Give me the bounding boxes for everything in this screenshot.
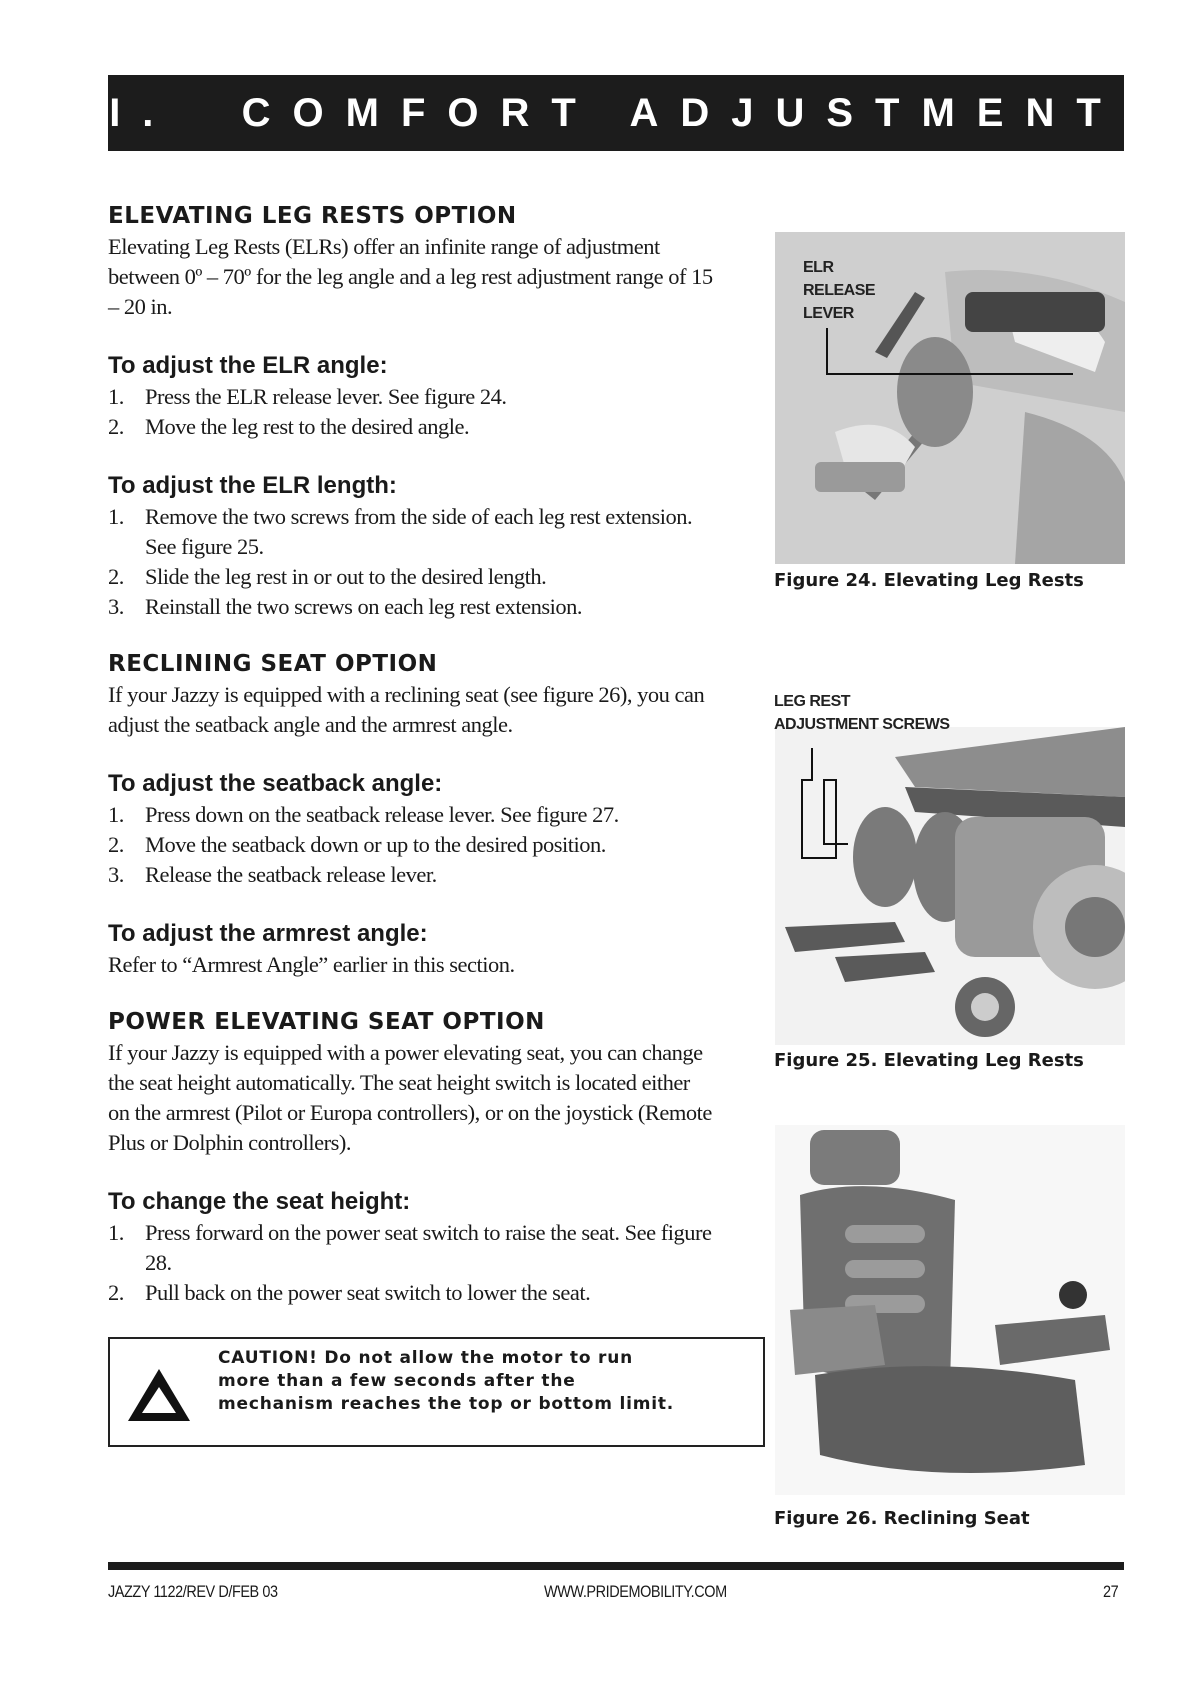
footer-doc-id: JAZZY 1122/REV D/FEB 03 xyxy=(108,1582,278,1601)
armrest-heading: To adjust the armrest angle: xyxy=(108,920,428,947)
figure-26-image xyxy=(775,1125,1125,1495)
elr-heading: ELEVATING LEG RESTS OPTION xyxy=(108,203,517,229)
callout-bracket xyxy=(800,748,850,860)
elr-body: Elevating Leg Rests (ELRs) offer an infinite range of adjustment between 0º – 70º for the leg angle and a leg rest adjustment range of 15 – 20 in. xyxy=(108,234,713,319)
list-item: 3. Release the seatback release lever. xyxy=(108,862,437,887)
list-item: 1. Remove the two screws from the side of each leg rest extension. See figure 25. xyxy=(108,504,693,559)
figure-25-caption: Figure 25. Elevating Leg Rests xyxy=(774,1050,1084,1071)
page-title: VI. COMFORT ADJUSTMENTS xyxy=(60,90,1172,135)
list-item: 1. Press forward on the power seat switch to raise the seat. See figure 28. xyxy=(108,1220,712,1275)
power-body: If your Jazzy is equipped with a power elevating seat, you can change the seat height automatically. The seat height switch is located either on the armrest (Pilot or Europa controllers), or on the joystick (Remote Plus or Dolphin controllers). xyxy=(108,1040,712,1155)
figure-24-caption: Figure 24. Elevating Leg Rests xyxy=(774,570,1084,591)
elr-length-steps xyxy=(108,502,713,622)
seatback-steps xyxy=(108,800,713,890)
caution-box xyxy=(108,1337,765,1447)
elr-angle-steps xyxy=(108,382,713,442)
adjustment-screws-callout: LEG REST ADJUSTMENT SCREWS xyxy=(774,693,950,733)
elr-angle-heading: To adjust the ELR angle: xyxy=(108,352,388,379)
figure-26-caption: Figure 26. Reclining Seat xyxy=(774,1508,1030,1529)
seat-height-heading: To change the seat height: xyxy=(108,1188,411,1215)
recline-heading: RECLINING SEAT OPTION xyxy=(108,651,438,677)
warning-triangle-icon xyxy=(126,1367,192,1423)
list-item: 1. Press the ELR release lever. See figure 24. xyxy=(108,384,507,409)
callout-leader-line xyxy=(825,328,1075,376)
section-banner xyxy=(60,75,1172,151)
seat-height-steps xyxy=(108,1218,713,1308)
list-item: 2. Slide the leg rest in or out to the desired length. xyxy=(108,564,547,589)
list-item: 3. Reinstall the two screws on each leg rest extension. xyxy=(108,594,582,619)
seatback-heading: To adjust the seatback angle: xyxy=(108,770,443,797)
list-item: 1. Press down on the seatback release lever. See figure 27. xyxy=(108,802,619,827)
main-text-column xyxy=(108,200,713,1308)
power-heading: POWER ELEVATING SEAT OPTION xyxy=(108,1009,545,1035)
list-item: 2. Move the leg rest to the desired angle. xyxy=(108,414,470,439)
footer-website: WWW.PRIDEMOBILITY.COM xyxy=(544,1582,727,1601)
list-item: 2. Pull back on the power seat switch to lower the seat. xyxy=(108,1280,591,1305)
recline-body: If your Jazzy is equipped with a reclining seat (see figure 26), you can adjust the seatback angle and the armrest angle. xyxy=(108,682,705,737)
elr-release-lever-callout: ELR RELEASE LEVER xyxy=(803,259,876,322)
caution-text: CAUTION! Do not allow the motor to run more than a few seconds after the mechanism reaches the top or bottom limit. xyxy=(218,1348,675,1414)
page-number: 27 xyxy=(1103,1582,1119,1601)
list-item: 2. Move the seatback down or up to the desired position. xyxy=(108,832,606,857)
elr-length-heading: To adjust the ELR length: xyxy=(108,472,397,499)
armrest-body: Refer to “Armrest Angle” earlier in this section. xyxy=(108,952,515,977)
footer-rule xyxy=(108,1562,1124,1570)
